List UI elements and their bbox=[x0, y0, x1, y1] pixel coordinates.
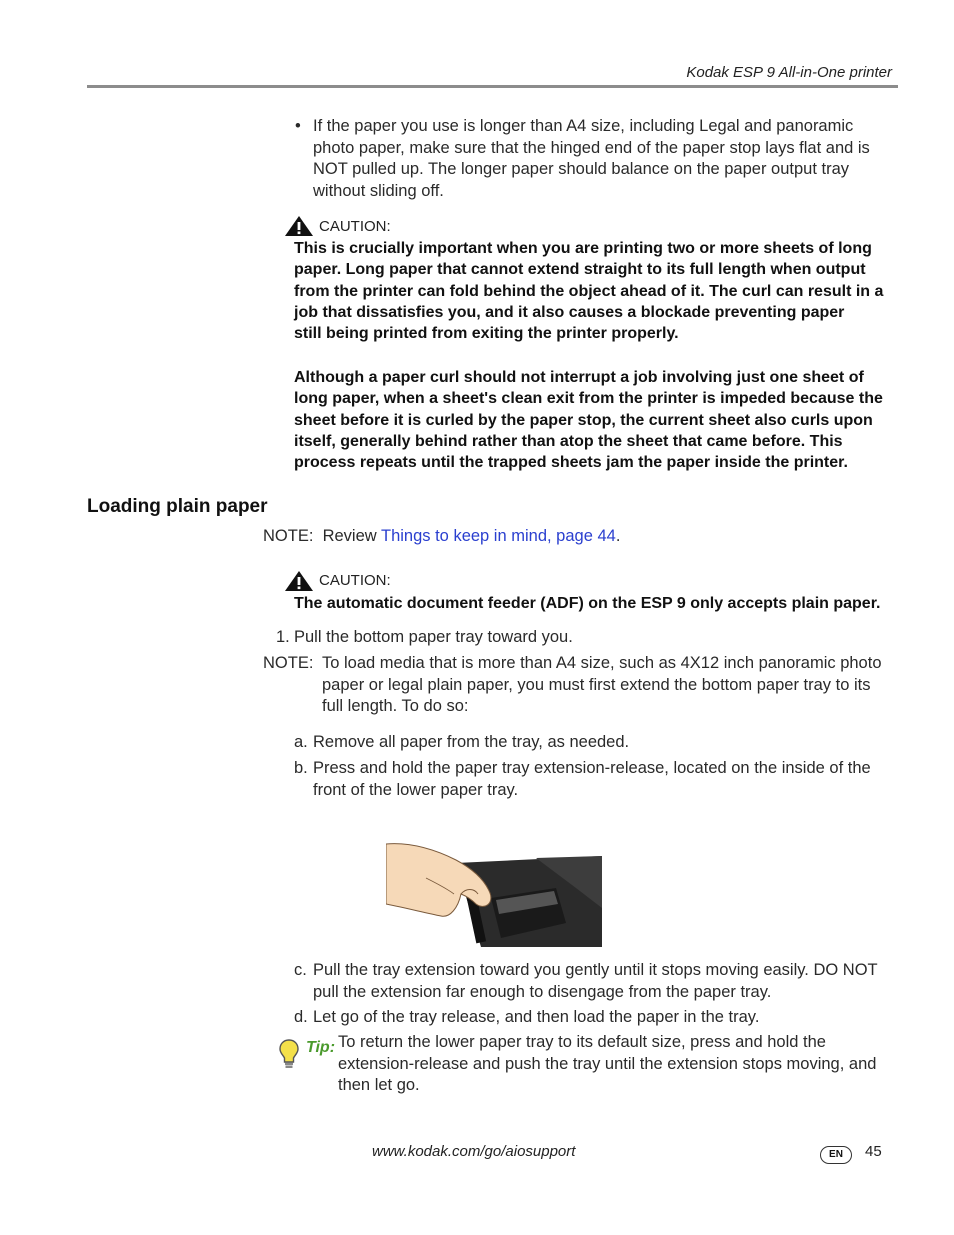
caution-line: still being printed from exiting the printer properly. bbox=[294, 325, 679, 343]
caution-line: sheet before it is curled by the paper stop, the current sheet also curls upon bbox=[294, 411, 873, 429]
substep-line: pull the extension far enough to disengage from the paper tray. bbox=[313, 982, 772, 1001]
note-suffix: . bbox=[615, 527, 621, 545]
bullet-line: photo paper, make sure that the hinged end of the paper stop lays flat and is bbox=[313, 138, 870, 157]
footer-url: www.kodak.com/go/aiosupport bbox=[372, 1143, 576, 1160]
substep-marker: c. bbox=[294, 961, 307, 979]
step-text: Pull the bottom paper tray toward you. bbox=[294, 628, 573, 646]
step-number: 1. bbox=[276, 628, 290, 646]
caution-line: long paper, when a sheet's clean exit from the printer is impeded because the bbox=[294, 390, 883, 408]
note-label: NOTE: bbox=[263, 527, 314, 545]
caution-line: itself, generally behind rather than atop the sheet that came before. This bbox=[294, 432, 843, 450]
running-header: Kodak ESP 9 All-in-One printer bbox=[686, 64, 892, 81]
note-paragraph bbox=[322, 653, 902, 718]
caution-line: job that dissatisfies you, and it also causes a blockade preventing paper bbox=[294, 303, 845, 321]
note-label: NOTE: bbox=[263, 654, 314, 672]
warning-icon bbox=[284, 570, 314, 592]
tip-line: then let go. bbox=[338, 1076, 420, 1094]
caution-line: This is crucially important when you are printing two or more sheets of long bbox=[294, 240, 872, 257]
page-number: 45 bbox=[865, 1143, 882, 1160]
substep-marker: d. bbox=[294, 1008, 308, 1026]
note-row bbox=[263, 526, 620, 548]
substep-marker: b. bbox=[294, 759, 308, 777]
substep-marker: a. bbox=[294, 733, 308, 751]
bullet-line: without sliding off. bbox=[313, 181, 444, 200]
substep-text: Remove all paper from the tray, as needed. bbox=[313, 733, 630, 751]
header-divider bbox=[87, 85, 898, 88]
tip-label: Tip: bbox=[306, 1039, 336, 1056]
bullet-paragraph bbox=[313, 116, 898, 202]
caution-line: from the printer can fold behind the object ahead of it. The curl can result in a bbox=[294, 282, 884, 300]
note-line: full length. To do so: bbox=[322, 697, 469, 715]
bullet-line: NOT pulled up. The longer paper should balance on the paper output tray bbox=[313, 160, 850, 178]
section-heading: Loading plain paper bbox=[87, 496, 268, 517]
tip-line: To return the lower paper tray to its default size, press and hold the bbox=[338, 1033, 826, 1051]
caution-paragraph bbox=[294, 238, 898, 344]
cross-reference-link[interactable]: Things to keep in mind, page 44 bbox=[380, 527, 616, 545]
bullet-marker: • bbox=[295, 117, 301, 135]
caution-label: CAUTION: bbox=[319, 572, 391, 589]
substep-paragraph bbox=[313, 758, 898, 801]
note-line: To load media that is more than A4 size, such as 4X12 inch panoramic photo bbox=[322, 654, 882, 672]
substep-text: Let go of the tray release, and then load the paper in the tray. bbox=[313, 1008, 760, 1026]
language-badge: EN bbox=[820, 1146, 852, 1164]
caution-line: process repeats until the trapped sheets jam the paper inside the printer. bbox=[294, 454, 848, 472]
caution-line: paper. Long paper that cannot extend straight to its full length when output bbox=[294, 261, 866, 279]
caution-line: Although a paper curl should not interrupt a job involving just one sheet of bbox=[294, 369, 864, 386]
note-text: Review bbox=[322, 527, 381, 545]
tray-release-illustration bbox=[386, 838, 602, 947]
note-line: paper or legal plain paper, you must first extend the bottom paper tray to its bbox=[322, 675, 871, 694]
bullet-line: If the paper you use is longer than A4 size, including Legal and panoramic bbox=[313, 117, 854, 135]
caution-label: CAUTION: bbox=[319, 218, 391, 235]
lightbulb-icon bbox=[278, 1038, 300, 1070]
warning-icon bbox=[284, 215, 314, 237]
caution-text: The automatic document feeder (ADF) on the ESP 9 only accepts plain paper. bbox=[294, 595, 881, 612]
tip-line: extension-release and push the tray until the extension stops moving, and bbox=[338, 1054, 877, 1073]
tip-paragraph bbox=[338, 1032, 903, 1097]
substep-line: Press and hold the paper tray extension-release, located on the inside of the bbox=[313, 759, 871, 777]
caution-paragraph-2 bbox=[294, 367, 898, 473]
substep-line: front of the lower paper tray. bbox=[313, 780, 519, 799]
substep-paragraph bbox=[313, 960, 903, 1003]
substep-line: Pull the tray extension toward you gently until it stops moving easily. DO NOT bbox=[313, 961, 878, 979]
